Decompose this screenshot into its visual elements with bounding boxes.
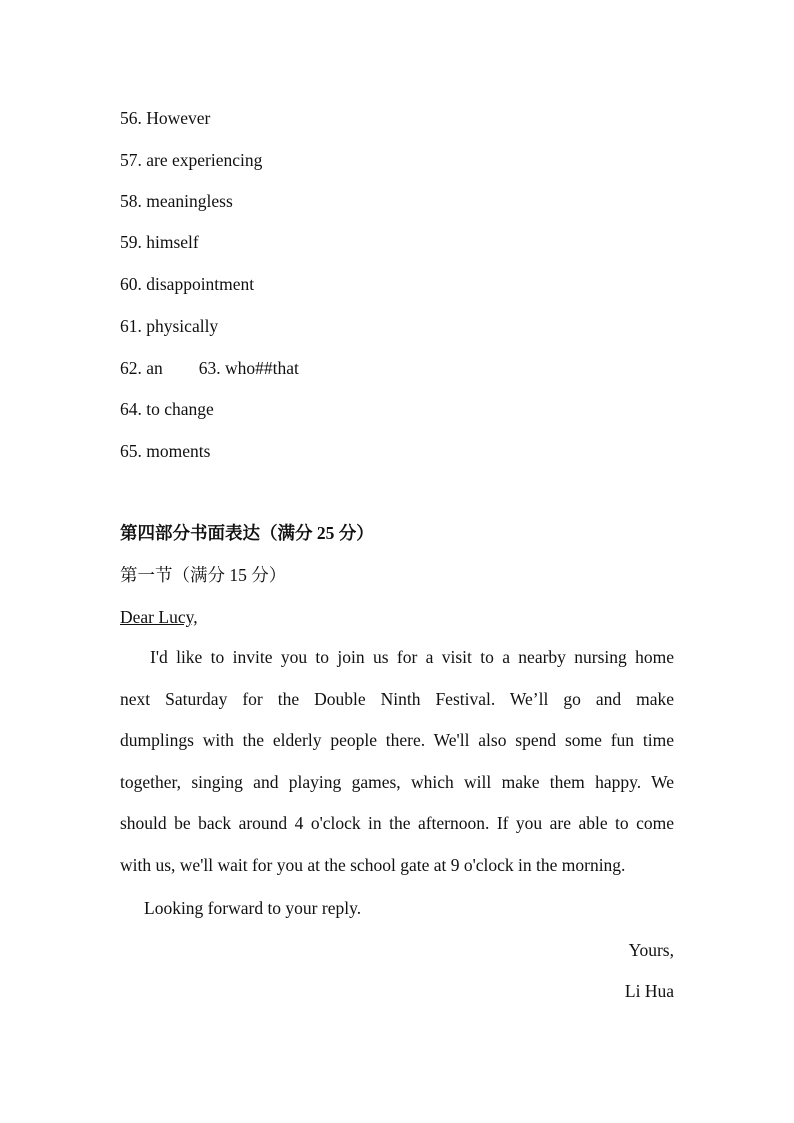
section-title: 第四部分书面表达（满分 25 分） [120,523,374,543]
letter-signoff: Yours, [628,940,674,960]
letter-body-line: next Saturday for the Double Ninth Festival. We’ll go and make [120,688,674,709]
letter-body-line: with us, we'll wait for you at the school gate at 9 o'clock in the morning. [120,854,626,875]
answer-61: 61. physically [120,316,219,336]
answer-57: 57. are experiencing [120,150,263,170]
answer-65: 65. moments [120,441,211,461]
document-page [120,0,674,1123]
letter-closing-line: Looking forward to your reply. [144,898,362,918]
answer-63: 63. who##that [198,358,299,378]
letter-salutation: Dear Lucy, [120,607,198,627]
letter-body-line: dumplings with the elderly people there. We'll also spend some fun time [120,730,674,750]
answer-62: 62. an [120,358,163,378]
section-subtitle: 第一节（满分 15 分） [120,565,287,585]
letter-body-line: together, singing and playing games, which will make them happy. We [120,771,674,792]
letter-body [120,637,674,886]
answer-60: 60. disappointment [120,274,255,294]
answer-59: 59. himself [120,232,199,252]
letter-body-line: should be back around 4 o'clock in the afternoon. If you are able to come [120,813,674,833]
answer-56: 56. However [120,108,211,128]
letter-signature-name: Li Hua [624,981,674,1001]
answer-64: 64. to change [120,399,214,419]
answer-row-62-63 [120,357,299,379]
answer-58: 58. meaningless [120,191,233,211]
letter-body-line: I'd like to invite you to join us for a visit to a nearby nursing home [150,647,674,667]
